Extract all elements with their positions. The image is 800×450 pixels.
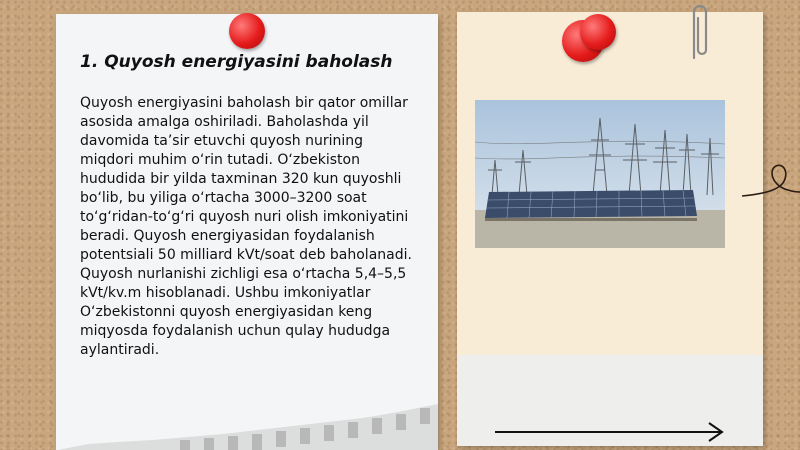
squiggle-arrow-icon bbox=[742, 156, 800, 204]
solar-panel-photo bbox=[475, 100, 725, 248]
paper-clip-icon bbox=[686, 0, 712, 62]
push-pin-icon bbox=[229, 13, 265, 49]
arrow-right-icon bbox=[493, 420, 725, 444]
push-pin-icon bbox=[580, 14, 616, 50]
section-title: 1. Quyosh energiyasini baholash bbox=[80, 52, 393, 72]
torn-edge-decoration bbox=[58, 400, 438, 450]
body-paragraph: Quyosh energiyasini baholash bir qator omillar asosida amalga oshiriladi. Baholashda yil davomida ta’sir etuvchi quyosh nurining miqdori muhim o‘rin tutadi. O‘zbekiston hududida bir yilda taxminan 320 kun quyoshli bo‘lib, bu yiliga o‘rtacha 3000–3200 soat to‘g‘ridan-to‘g‘ri quyosh nuri olish imkoniyatini beradi. Quyosh energiyasidan foydalanish potentsiali 50 milliard kVt/soat deb baholanadi. Quyosh nurlanishi zichligi esa o‘rtacha 5,4–5,5 kVt/kv.m hisoblanadi. Ushbu imkoniyatlar O‘zbekistonni quyosh energiyasidan keng miqyosda foydalanish uchun qulay hududga aylantiradi. bbox=[80, 95, 412, 358]
